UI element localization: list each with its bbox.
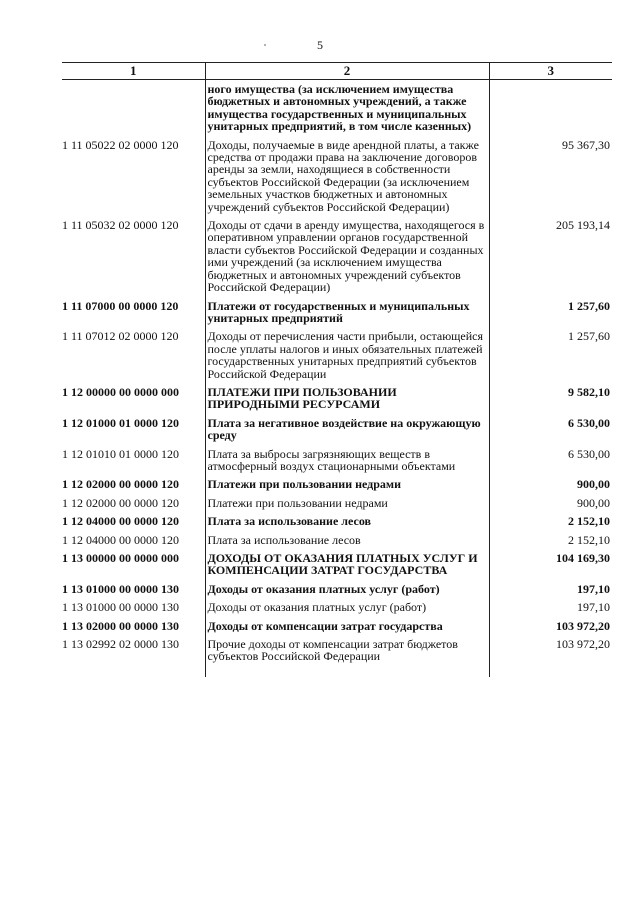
row-amount: 103 972,20 [556,637,610,652]
table-header-row [62,63,612,80]
row-name: Платежи при пользовании недрами [205,496,489,514]
row-code: 1 11 05022 02 0000 120 [62,137,179,152]
row-amount [489,80,612,138]
row-code: 1 11 07012 02 0000 120 [62,329,179,344]
scan-speck [264,44,266,46]
row-amount: 197,10 [577,600,610,615]
row-amount: 95 367,30 [562,137,610,152]
row-amount: 1 257,60 [568,298,610,313]
row-amount: 900,00 [577,477,610,492]
row-amount: 6 530,00 [568,415,610,430]
row-amount: 205 193,14 [556,218,610,233]
table-row [62,582,612,600]
row-amount: 9 582,10 [568,384,610,399]
row-amount: 900,00 [577,495,610,510]
table-row [62,514,612,532]
row-code: 1 12 02000 00 0000 120 [62,477,179,492]
row-code [62,80,205,138]
table-row [62,533,612,551]
table-row [62,385,612,416]
row-code: 1 12 04000 00 0000 120 [62,532,179,547]
row-code: 1 12 02000 00 0000 120 [62,495,179,510]
row-name: Доходы от компенсации затрат государства [205,619,489,637]
row-name: Доходы от оказания платных услуг (работ) [205,582,489,600]
table-row [62,416,612,447]
table-row [62,477,612,495]
table-row [62,329,612,385]
row-amount: 197,10 [577,581,610,596]
table-row [62,80,612,138]
row-amount: 104 169,30 [556,551,610,565]
row-name: Плата за использование лесов [205,533,489,551]
row-name: Плата за использование лесов [205,514,489,532]
table-row [62,619,612,637]
table-row [62,551,612,582]
row-name: Прочие доходы от компенсации затрат бюджетов субъектов Российской Федерации [205,637,489,677]
row-name: Доходы от перечисления части прибыли, остающейся после уплаты налогов и иных обязательных платежей государственных унитарных предприятий субъектов Российской Федерации [205,329,489,385]
table-row [62,138,612,218]
row-name: Доходы от сдачи в аренду имущества, находящегося в оперативном управлении органов государственной власти субъектов Российской Федерации и созданных ими учреждений (за исключением имущества бюджетных и автономных учреждений субъектов Российской Федерации) [205,218,489,298]
row-name: ного имущества (за исключением имущества бюджетных и автономных учреждений, а также имущества государственных и муниципальных унитарных предприятий, в том числе казенных) [205,80,489,138]
row-name: Плата за выбросы загрязняющих веществ в атмосферный воздух стационарными объектами [205,447,489,478]
header-col-3: 3 [489,63,612,80]
row-code: 1 13 02000 00 0000 130 [62,618,179,633]
row-name: Доходы от оказания платных услуг (работ) [205,600,489,618]
row-amount: 1 257,60 [568,329,610,344]
table-row [62,637,612,677]
row-code: 1 13 00000 00 0000 000 [62,551,179,565]
row-code: 1 12 01010 01 0000 120 [62,446,179,461]
row-code: 1 12 01000 01 0000 120 [62,415,179,430]
row-name: Платежи при пользовании недрами [205,477,489,495]
row-name: Доходы, получаемые в виде арендной платы, а также средства от продажи права на заключение договоров аренды за земли, находящиеся в собственности субъектов Российской Федерации (за исключением земельных участков бюджетных и автономных учреждений субъектов Российской Федерации) [205,138,489,218]
row-name: Платежи от государственных и муниципальных унитарных предприятий [205,299,489,330]
row-amount: 2 152,10 [568,514,610,529]
table-row [62,496,612,514]
revenue-table [62,62,612,677]
row-amount: 2 152,10 [568,532,610,547]
page-number: 5 [317,38,323,52]
row-code: 1 11 05032 02 0000 120 [62,218,179,233]
row-amount: 6 530,00 [568,446,610,461]
row-name: ДОХОДЫ ОТ ОКАЗАНИЯ ПЛАТНЫХ УСЛУГ И КОМПЕНСАЦИИ ЗАТРАТ ГОСУДАРСТВА [205,551,489,582]
table-row [62,299,612,330]
table-row [62,600,612,618]
row-code: 1 13 01000 00 0000 130 [62,581,179,596]
row-code: 1 12 00000 00 0000 000 [62,384,179,399]
table-row [62,447,612,478]
header-col-1: 1 [62,63,205,80]
row-code: 1 12 04000 00 0000 120 [62,514,179,529]
row-name: ПЛАТЕЖИ ПРИ ПОЛЬЗОВАНИИ ПРИРОДНЫМИ РЕСУРСАМИ [205,385,489,416]
row-amount: 103 972,20 [556,618,610,633]
table-row [62,218,612,298]
row-code: 1 13 01000 00 0000 130 [62,600,179,615]
row-code: 1 11 07000 00 0000 120 [62,298,179,313]
header-col-2: 2 [205,63,489,80]
row-name: Плата за негативное воздействие на окружающую среду [205,416,489,447]
row-code: 1 13 02992 02 0000 130 [62,637,179,652]
